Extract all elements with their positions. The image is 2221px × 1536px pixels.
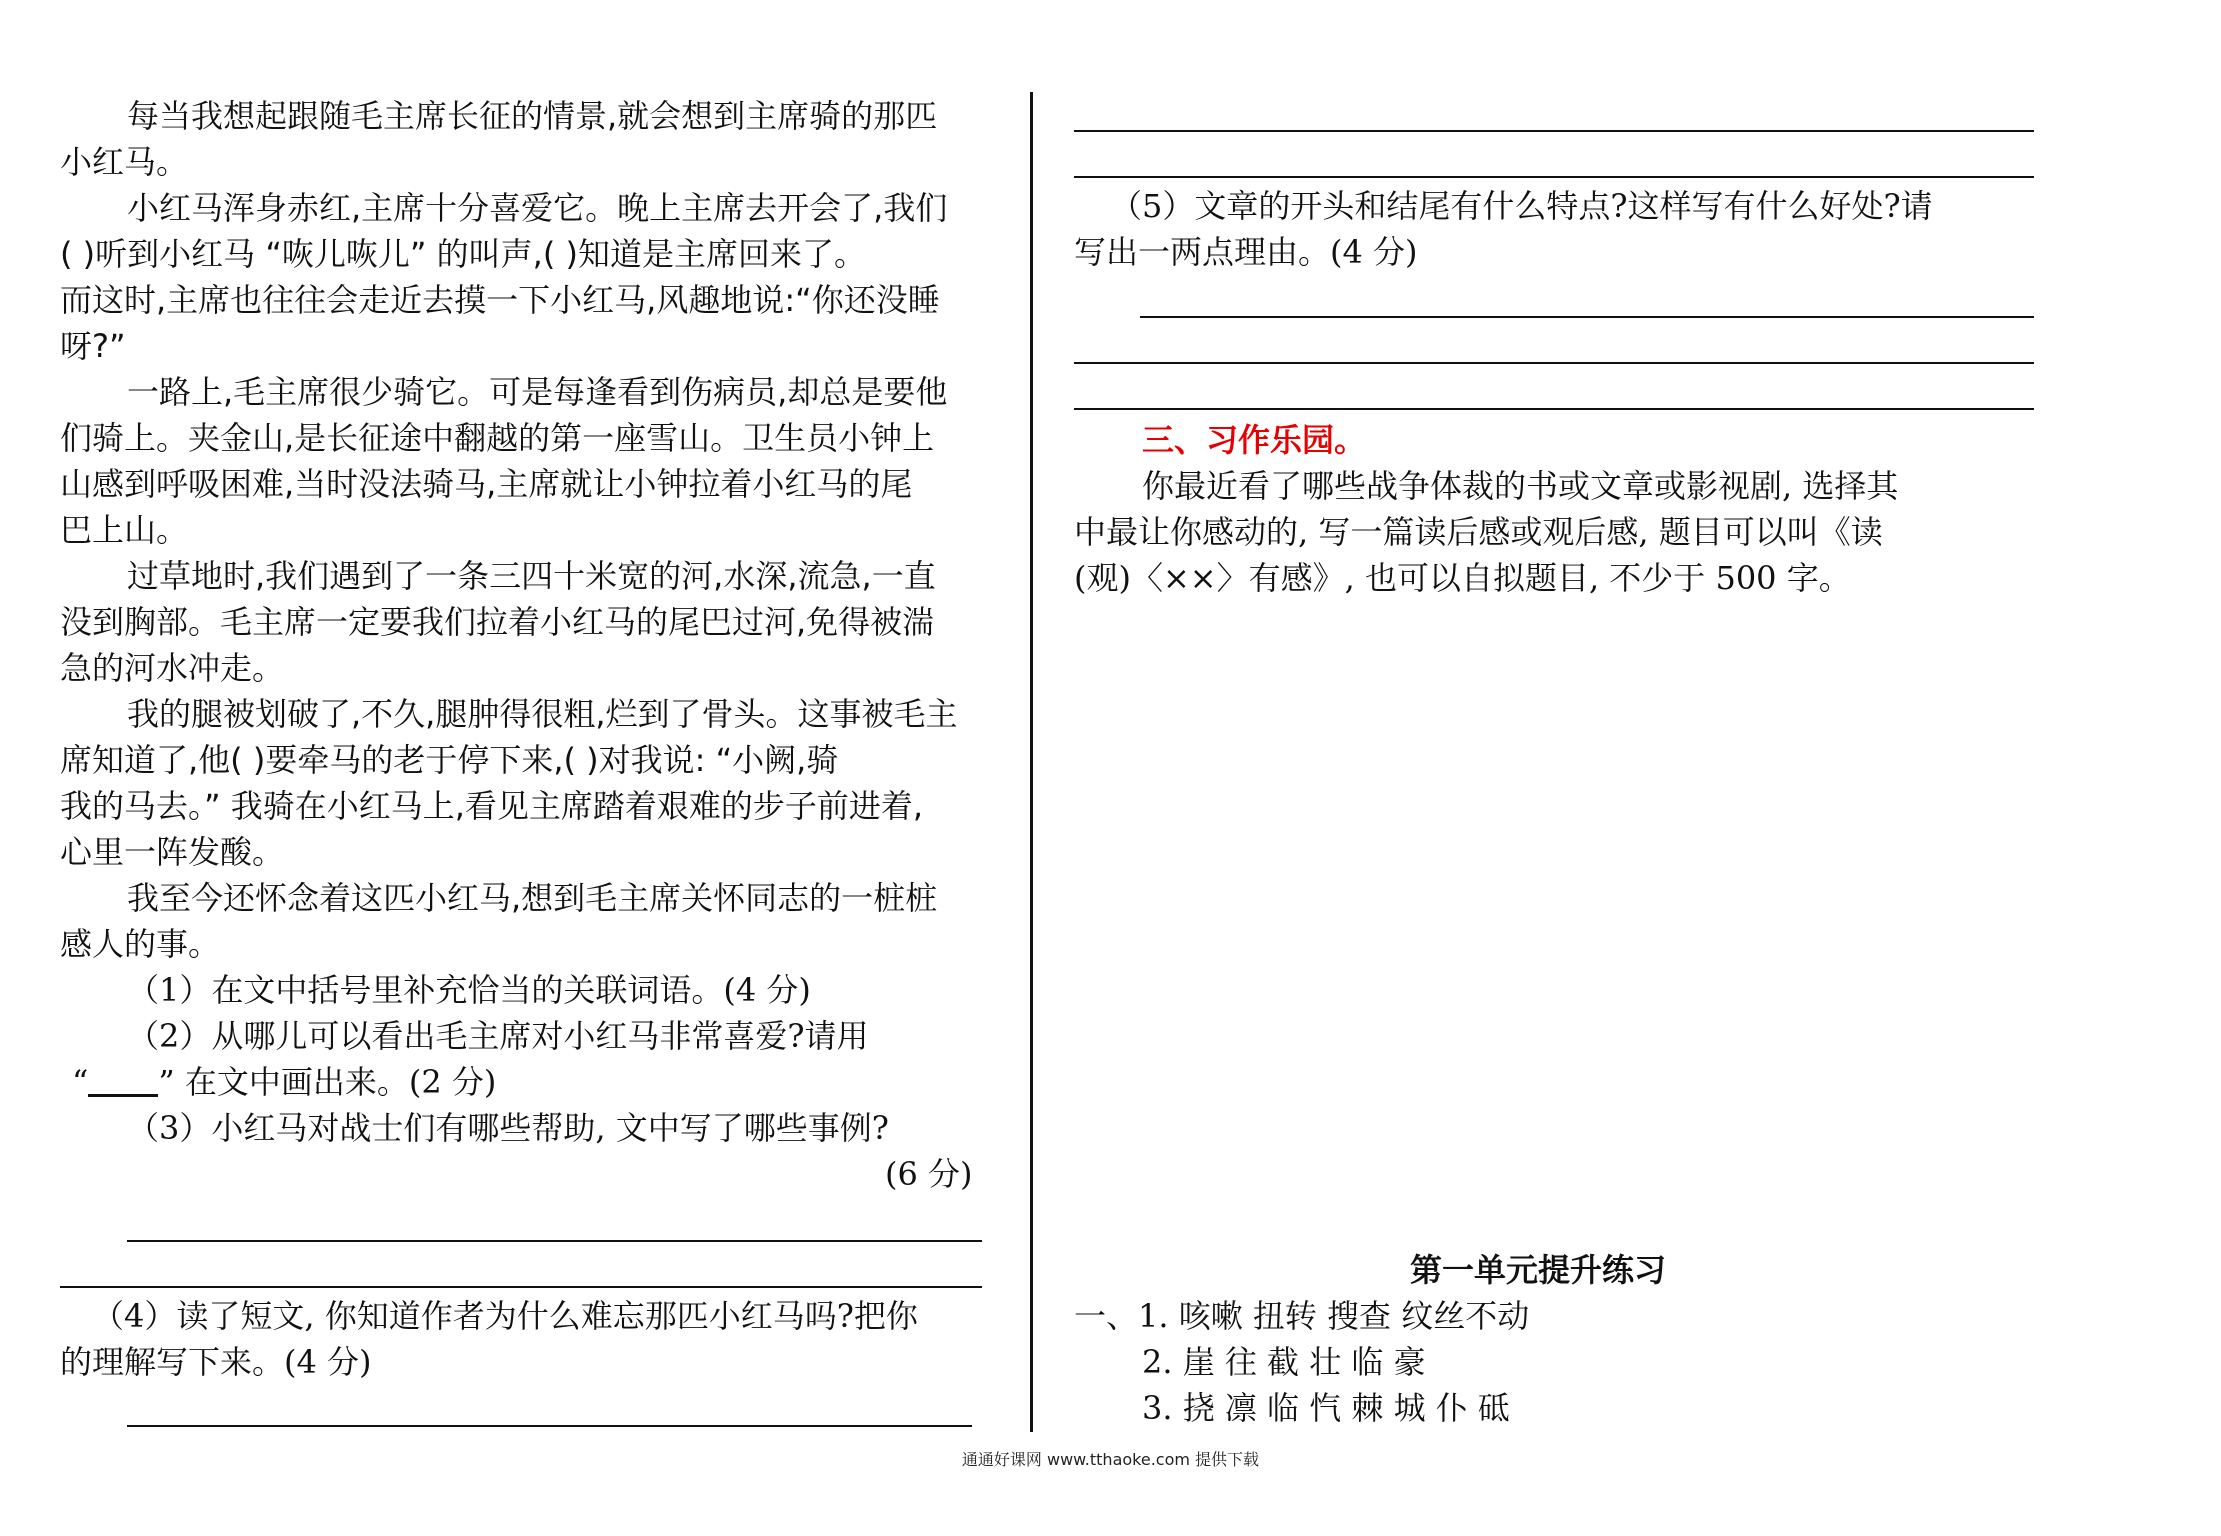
passage-line: 我的腿被划破了,不久,腿肿得很粗,烂到了骨头。这事被毛主 <box>127 695 958 733</box>
answer-line[interactable] <box>127 1425 972 1427</box>
passage-line: 小红马浑身赤红,主席十分喜爱它。晚上主席去开会了,我们 <box>127 189 948 227</box>
question-5: （5）文章的开头和结尾有什么特点?这样写有什么好处?请 <box>1110 187 1933 225</box>
passage-line: 过草地时,我们遇到了一条三四十米宽的河,水深,流急,一直 <box>127 557 936 595</box>
question-4: （4）读了短文, 你知道作者为什么难忘那匹小红马吗?把你 <box>92 1297 918 1335</box>
question-3: （3）小红马对战士们有哪些帮助, 文中写了哪些事例? <box>127 1109 889 1147</box>
passage-line: 急的河水冲走。 <box>60 649 285 687</box>
passage-line: 席知道了,他( )要牵马的老于停下来,( )对我说: “小阙,骑 <box>60 741 839 779</box>
answers-line: 3. 挠 凛 临 忾 棘 城 仆 砥 <box>1142 1389 1510 1427</box>
answer-line[interactable] <box>60 1286 982 1288</box>
writing-prompt-line: (观)〈××〉有感》, 也可以自拟题目, 不少于 500 字。 <box>1074 559 1851 597</box>
passage-line: 没到胸部。毛主席一定要我们拉着小红马的尾巴过河,免得被湍 <box>60 603 935 641</box>
question-2-instruction: “ ” 在文中画出来。(2 分) <box>72 1063 497 1101</box>
passage-line: ( )听到小红马 “咴儿咴儿” 的叫声,( )知道是主席回来了。 <box>60 235 866 273</box>
passage-line: 我的马去。” 我骑在小红马上,看见主席踏着艰难的步子前进着, <box>60 787 924 825</box>
answer-line[interactable] <box>1074 408 2034 410</box>
passage-line: 每当我想起跟随毛主席长征的情景,就会想到主席骑的那匹 <box>127 97 938 135</box>
question-4-cont: 的理解写下来。(4 分) <box>60 1343 372 1381</box>
passage-line: 们骑上。夹金山,是长征途中翻越的第一座雪山。卫生员小钟上 <box>60 419 935 457</box>
answers-line: 一、1. 咳嗽 扭转 搜查 纹丝不动 <box>1074 1297 1530 1335</box>
question-5-cont: 写出一两点理由。(4 分) <box>1074 233 1418 271</box>
answer-line[interactable] <box>1074 362 2034 364</box>
question-2: （2）从哪儿可以看出毛主席对小红马非常喜爱?请用 <box>127 1017 869 1055</box>
writing-prompt-line: 你最近看了哪些战争体裁的书或文章或影视剧, 选择其 <box>1142 467 1899 505</box>
underline-sample <box>88 1064 158 1097</box>
answers-title: 第一单元提升练习 <box>1410 1251 1667 1289</box>
passage-line: 我至今还怀念着这匹小红马,想到毛主席关怀同志的一桩桩 <box>127 879 938 917</box>
answers-line: 2. 崖 往 截 壮 临 豪 <box>1142 1343 1426 1381</box>
passage-line: 一路上,毛主席很少骑它。可是每逢看到伤病员,却总是要他 <box>127 373 948 411</box>
answer-line[interactable] <box>1140 316 2034 318</box>
section-heading: 三、习作乐园。 <box>1142 421 1367 459</box>
writing-prompt-line: 中最让你感动的, 写一篇读后感或观后感, 题目可以叫《读 <box>1074 513 1883 551</box>
passage-line: 呀?” <box>60 327 126 365</box>
passage-line: 小红马。 <box>60 143 189 181</box>
question-3-score: (6 分) <box>885 1155 973 1193</box>
passage-line: 心里一阵发酸。 <box>60 833 285 871</box>
passage-line: 感人的事。 <box>60 925 221 963</box>
answer-line[interactable] <box>1074 176 2034 178</box>
answer-line[interactable] <box>1074 130 2034 132</box>
page-footer: 通通好课网 www.tthaoke.com 提供下载 <box>961 1450 1260 1469</box>
answer-line[interactable] <box>127 1240 982 1242</box>
passage-line: 巴上山。 <box>60 511 189 549</box>
passage-line: 而这时,主席也往往会走近去摸一下小红马,风趣地说:“你还没睡 <box>60 281 940 319</box>
column-divider <box>1030 92 1033 1432</box>
question-1: （1）在文中括号里补充恰当的关联词语。(4 分) <box>127 971 811 1009</box>
passage-line: 山感到呼吸困难,当时没法骑马,主席就让小钟拉着小红马的尾 <box>60 465 913 503</box>
